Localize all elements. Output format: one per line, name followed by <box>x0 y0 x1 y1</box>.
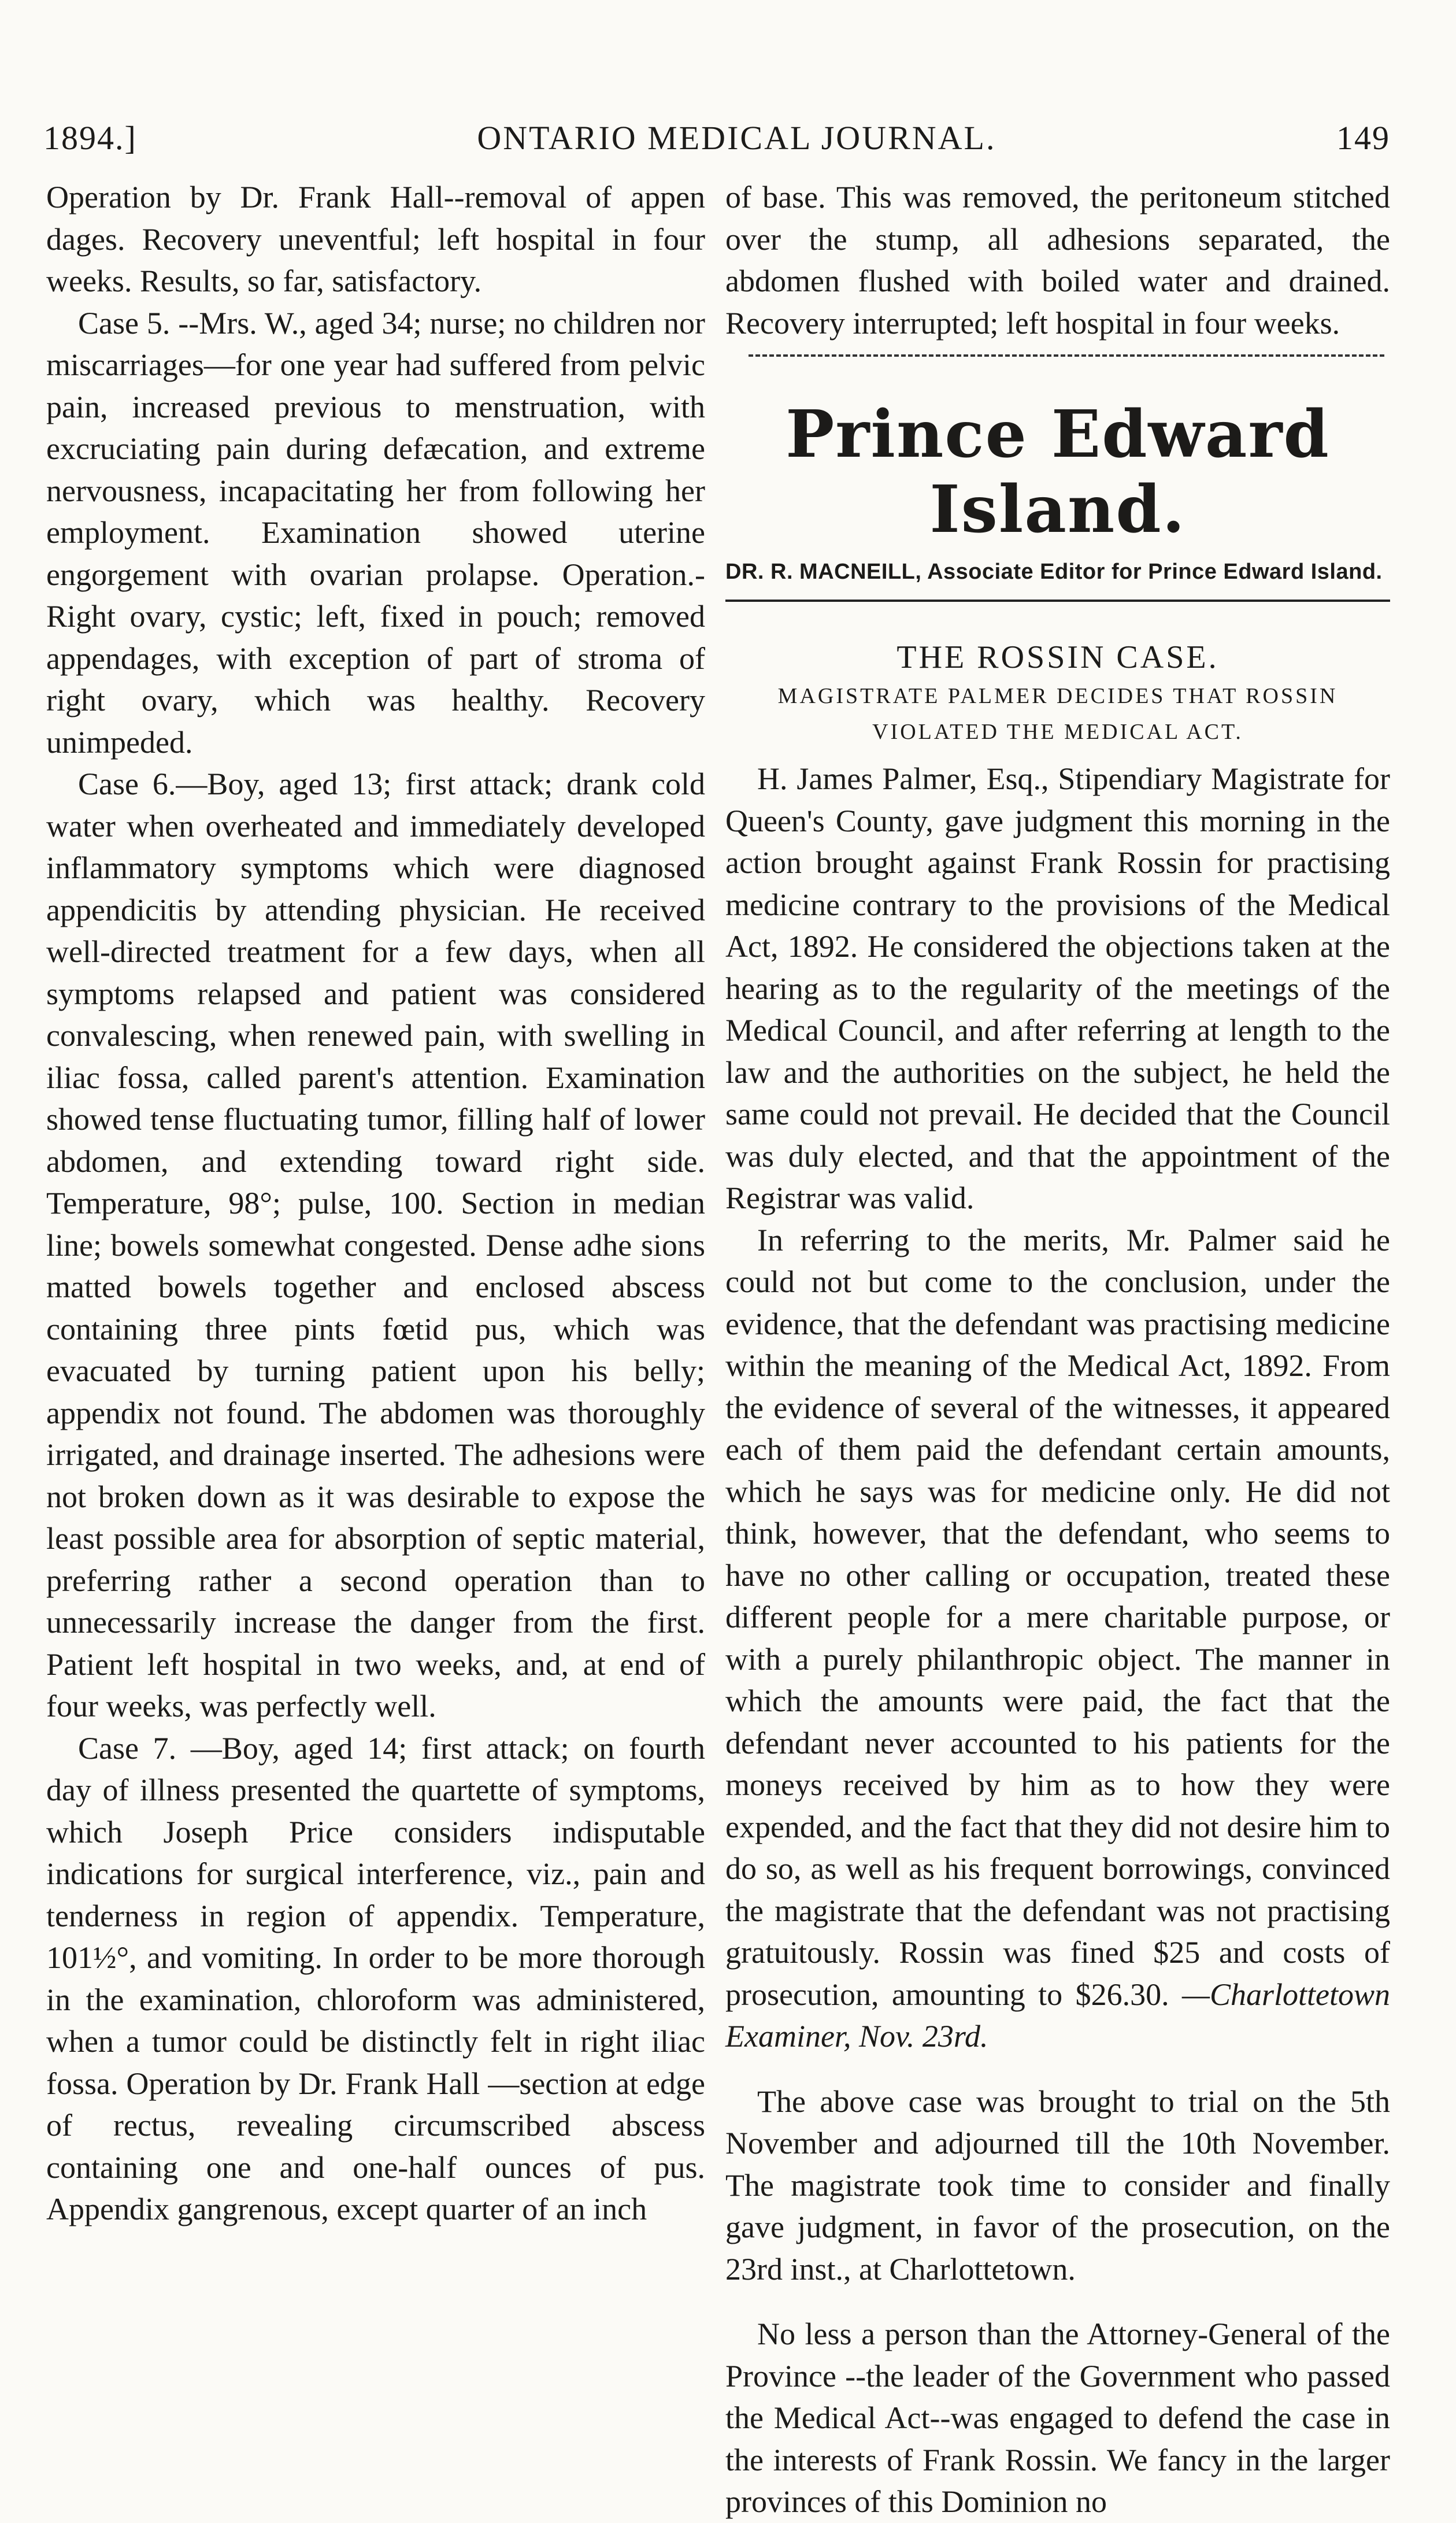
article-paragraph: The above case was brought to trial on the 5th November and adjourned till the 10th November. The magistrate took time to consider and finally gave judgment, in favor of the prosecution, on the 23rd inst., at Charlottetown. <box>725 2084 1390 2287</box>
case-7-paragraph: Case 7. —Boy, aged 14; first attack; on fourth day of illness presented the quartette of symptoms, which Joseph Price considers indisputable indications for surgical interference, viz., pain and tenderness in region of appendix. Temperature, 101½°, and vomiting. In order to be more thorough in the examination, chloroform was administered, when a tumor could be distinctly felt in right iliac fossa. Operation by Dr. Frank Hall —section at edge of rectus, revealing circumscribed abscess containing one and one-half ounces of pus. Appendix gangrenous, except quarter of an inch <box>46 1730 705 2226</box>
continuation-paragraph: of base. This was removed, the peritoneum stitched over the stump, all adhesions separated, the abdomen flushed with boiled water and drained. Recovery interrupted; left hospital in four weeks. <box>725 180 1390 341</box>
divider <box>725 600 1390 602</box>
section-editor: DR. R. MACNEILL, Associate Editor for Prince Edward Island. <box>725 560 1383 584</box>
article-paragraph: H. James Palmer, Esq., Stipendiary Magistrate for Queen's County, gave judgment this morning in the action brought against Frank Rossin for practising medicine contrary to the provisions of the Medical Act, 1892. He considered the objections taken at the hearing as to the regularity of the meetings of the Medical Council, and after referring at length to the law and the authorities on the subject, he held the same could not prevail. He decided that the Council was duly elected, and that the appointment of the Registrar was valid. <box>725 761 1390 1215</box>
divider <box>749 354 1384 357</box>
case-5-paragraph: Case 5. --Mrs. W., aged 34; nurse; no children nor miscarriages—for one year had suffered from pelvic pain, increased previous to menstruation, with excruciating pain during defæcation, and extreme nervousness, incapacitating her from following her employment. Examination showed uterine engorgement with ovarian prolapse. Operation.- Right ovary, cystic; left, fixed in pouch; removed appendages, with exception of part of stroma of right ovary, which was healthy. Recovery unimpeded. <box>46 305 705 760</box>
article-paragraph: In referring to the merits, Mr. Palmer said he could not but come to the conclusion, under the evidence, that the defendant was practising medicine within the meaning of the Medical Act, 1892. From the evidence of several of the witnesses, it appeared each of them paid the defendant certain amounts, which he says was for medicine only. He did not think, however, that the defendant, who seems to have no other calling or occupation, treated these different people for a mere charitable purpose, or with a purely philanthropic object. The manner in which the amounts were paid, the fact that the defendant never accounted to his patients for the moneys received by him as to how they were expended, and the fact that they did not desire him to do so, as well as his frequent borrowings, convinced the magistrate that the defendant was not practising gratuitously. Rossin was fined $25 and costs of prosecution, amounting to $26.30. —Charlottetown Examiner, Nov. 23rd. <box>725 1222 1391 2054</box>
journal-title: ONTARIO MEDICAL JOURNAL. <box>477 119 996 157</box>
running-head <box>43 119 1390 157</box>
paragraph: Operation by Dr. Frank Hall--removal of appen dages. Recovery uneventful; left hospital in four weeks. Results, so far, satisfactory. <box>46 180 705 298</box>
citation: —Charlottetown Examiner, Nov. 23rd. <box>725 1977 1391 2054</box>
right-column <box>725 176 1390 2523</box>
header-year: 1894.] <box>43 119 137 157</box>
article-paragraph: No less a person than the Attorney-General of the Province --the leader of the Government who passed the Medical Act--was engaged to defend the case in the interests of Frank Rossin. We fancy in the larger provinces of this Dominion no <box>725 2317 1390 2519</box>
left-column <box>46 176 705 2230</box>
article-title: THE ROSSIN CASE. <box>896 639 1219 675</box>
page-number: 149 <box>1336 119 1390 157</box>
section-title: Prince Edward Island. <box>786 397 1330 547</box>
case-6-paragraph: Case 6.—Boy, aged 13; first attack; drank cold water when overheated and immediately developed inflammatory symptoms which were diagnosed appendicitis by attending physician. He received well-directed treatment for a few days, when all symptoms relapsed and patient was considered convalescing, when renewed pain, with swelling in iliac fossa, called parent's attention. Examination showed tense fluctuating tumor, filling half of lower abdomen, and extending toward right side. Temperature, 98°; pulse, 100. Section in median line; bowels somewhat congested. Dense adhe sions matted bowels together and enclosed abscess containing three pints fœtid pus, which was evacuated by turning patient upon his belly; appendix not found. The abdomen was thoroughly irrigated, and drainage inserted. The adhesions were not broken down as it was desirable to expose the least possible area for absorption of septic material, preferring rather a second operation than to unnecessarily increase the danger from the first. Patient left hospital in two weeks, and, at end of four weeks, was perfectly well. <box>46 767 705 1723</box>
article-subtitle: MAGISTRATE PALMER DECIDES THAT ROSSIN VIOLATED THE MEDICAL ACT. <box>777 684 1338 744</box>
